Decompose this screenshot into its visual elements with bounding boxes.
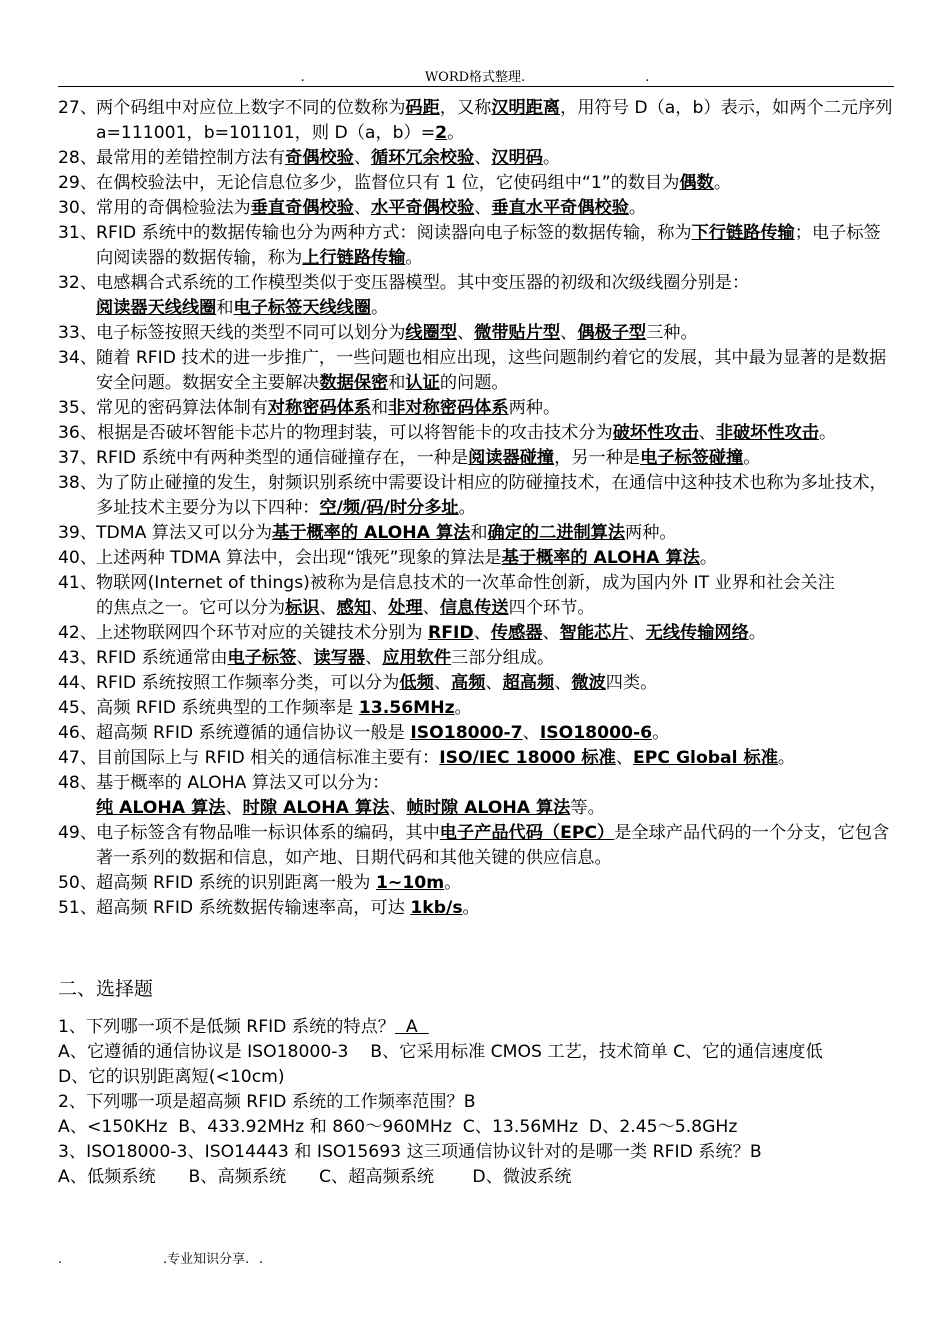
question-text: 、 xyxy=(225,798,243,818)
answer-text: ISO18000-7 xyxy=(410,723,523,743)
question-text: ；电子标签向阅读器的数据传输，称为 xyxy=(96,223,881,268)
question-item xyxy=(58,896,894,921)
question-text: RFID 系统中有两种类型的通信碰撞存在，一种是 xyxy=(96,448,469,468)
answer-text: 垂直奇偶校验 xyxy=(250,198,354,218)
question-text: 三种。 xyxy=(646,323,698,343)
question-text: 。 xyxy=(699,548,718,568)
answer-text: 奇偶校验 xyxy=(285,148,354,168)
question-number: 45、 xyxy=(58,698,98,718)
question-text: 常用的奇偶检验法为 xyxy=(96,198,251,218)
question-text: 。 xyxy=(652,723,670,743)
answer-text: 空/频/码/时分多址 xyxy=(319,498,459,518)
answer-text: 破坏性攻击 xyxy=(612,423,699,443)
question-number: 44、 xyxy=(58,673,98,693)
answer-text: 信息传送 xyxy=(439,598,509,618)
answer-text: 电子产品代码（EPC） xyxy=(439,823,615,843)
question-number: 27、 xyxy=(58,98,98,118)
question-number: 43、 xyxy=(58,648,98,668)
question-number: 31、 xyxy=(58,223,98,243)
question-text: 。 xyxy=(462,898,480,918)
question-text: 上述两种 TDMA 算法中，会出现“饿死”现象的算法是 xyxy=(96,548,502,568)
answer-text: 对称密码体系 xyxy=(267,398,372,418)
question-text: 、 xyxy=(389,798,407,818)
question-number: 38、 xyxy=(58,473,98,493)
question-text: 和 xyxy=(216,298,234,318)
question-text: 。 xyxy=(748,623,766,643)
question-text: 、 xyxy=(560,323,578,343)
answer-text: 传感器 xyxy=(490,623,543,643)
question-text: 两个码组中对应位上数字不同的位数称为 xyxy=(96,98,406,118)
question-text: 、 xyxy=(353,198,372,218)
question-text: 超高频 RFID 系统数据传输速率高，可达 xyxy=(96,898,411,918)
answer-text: 基于概率的 ALOHA 算法 xyxy=(272,523,471,543)
question-text: 、 xyxy=(474,198,492,218)
choice-options: A、它遵循的通信协议是 ISO18000-3 B、它采用标准 CMOS 工艺，技术简单 C、它的通信速度低 D、它的识别距离短(<10cm) xyxy=(58,1042,900,1087)
question-item xyxy=(58,546,894,571)
header-left-dot: . xyxy=(300,70,305,85)
question-text: 超高频 RFID 系统遵循的通信协议一般是 xyxy=(96,723,411,743)
question-text: 物联网(Internet of things)被称为是信息技术的一次革命性创新，成为国内外 IT 业界和社会关注 xyxy=(96,573,835,593)
question-text: 、 xyxy=(296,648,314,668)
question-item xyxy=(58,146,894,171)
question-text: 、 xyxy=(698,423,716,443)
page-header xyxy=(0,66,950,85)
question-text: 四个环节。 xyxy=(508,598,595,618)
question-text: 、 xyxy=(319,598,337,618)
answer-text: 应用软件 xyxy=(382,648,452,668)
question-text: 电感耦合式系统的工作模型类似于变压器模型。其中变压器的初级和次级线圈分别是： xyxy=(96,273,750,293)
question-number: 50、 xyxy=(58,873,98,893)
question-number: 48、 xyxy=(58,773,98,793)
question-text: 、 xyxy=(522,723,540,743)
question-item xyxy=(58,446,894,471)
question-item xyxy=(58,621,894,646)
answer-text: 下行链路传输 xyxy=(691,223,795,243)
question-number: 35、 xyxy=(58,398,98,418)
answer-text: 线圈型 xyxy=(405,323,457,343)
question-text: 和 xyxy=(470,523,488,543)
answer-text: 标识 xyxy=(285,598,320,618)
answer-text: EPC Global 标准 xyxy=(633,748,778,768)
question-number: 41、 xyxy=(58,573,98,593)
question-text: 超高频 RFID 系统的识别距离一般为 xyxy=(96,873,376,893)
question-item xyxy=(58,821,894,871)
question-text: ，用符号 D（a，b）表示，如两个二元序列 a=111001，b=101101，则 D（a，b）= xyxy=(96,98,893,143)
question-text: 随着 RFID 技术的进一步推广，一些问题也相应出现，这些问题制约着它的发展，其中最为显著的是数据安全问题。数据安全主要解决 xyxy=(96,348,887,393)
choice-options: A、低频系统 B、高频系统 C、超高频系统 D、微波系统 xyxy=(58,1167,572,1187)
choice-question xyxy=(58,1090,894,1115)
question-number: 40、 xyxy=(58,548,98,568)
answer-text: 偶极子型 xyxy=(577,323,647,343)
question-text: 高频 RFID 系统典型的工作频率是 xyxy=(96,698,359,718)
question-text: 。 xyxy=(405,248,423,268)
answer-text: 垂直水平奇偶校验 xyxy=(491,198,629,218)
question-number: 32、 xyxy=(58,273,98,293)
answer-text: 汉明距离 xyxy=(491,98,561,118)
answer-text: RFID xyxy=(428,623,474,643)
question-text: 。 xyxy=(542,148,561,168)
question-text: 、 xyxy=(365,648,383,668)
question-text: 。 xyxy=(371,298,389,318)
question-item xyxy=(58,771,894,821)
question-number: 37、 xyxy=(58,448,98,468)
question-item xyxy=(58,871,894,896)
answer-text: 基于概率的 ALOHA 算法 xyxy=(501,548,700,568)
question-text: 。 xyxy=(458,498,476,518)
answer-text: 高频 xyxy=(451,673,486,693)
question-text: 的问题。 xyxy=(439,373,509,393)
question-text: 、 xyxy=(371,598,389,618)
question-text: 为了防止碰撞的发生，射频识别系统中需要设计相应的防碰撞技术，在通信中这种技术也称为多址技术，多址技术主要分为以下四种： xyxy=(96,473,887,518)
answer-text: 微波 xyxy=(571,673,606,693)
question-text: 、 xyxy=(628,623,646,643)
question-text: TDMA 算法又可以分为 xyxy=(96,523,273,543)
question-number: 46、 xyxy=(58,723,98,743)
question-text: 两种。 xyxy=(508,398,561,418)
answer-text: 时隙 ALOHA 算法 xyxy=(242,798,390,818)
question-text: 和 xyxy=(371,398,389,418)
question-text: 等。 xyxy=(570,798,605,818)
choice-question-list xyxy=(58,1015,900,1190)
question-item xyxy=(58,696,894,721)
question-text: 。 xyxy=(447,123,465,143)
question-number: 39、 xyxy=(58,523,98,543)
answer-text: 1~10m xyxy=(375,873,445,893)
answer-text: 帧时隙 ALOHA 算法 xyxy=(406,798,571,818)
question-text: 、 xyxy=(615,748,634,768)
header-rule xyxy=(58,86,894,87)
answer-text: 电子标签 xyxy=(227,648,297,668)
question-text: 和 xyxy=(388,373,406,393)
choice-options: A、<150KHz B、433.92MHz 和 860～960MHz C、13.56MHz D、2.45～5.8GHz xyxy=(58,1117,738,1137)
question-item xyxy=(58,471,894,521)
question-number: 30、 xyxy=(58,198,98,218)
question-text: 四类。 xyxy=(605,673,658,693)
answer-text: 上行链路传输 xyxy=(302,248,406,268)
answer-text: 非对称密码体系 xyxy=(388,398,509,418)
question-text: 基于概率的 ALOHA 算法又可以分为： xyxy=(96,773,390,793)
question-item xyxy=(58,321,894,346)
question-text: 电子标签按照天线的类型不同可以划分为 xyxy=(96,323,406,343)
question-text: RFID 系统通常由 xyxy=(96,648,228,668)
question-text: 、 xyxy=(474,148,492,168)
answer-text: 电子标签天线线圈 xyxy=(233,298,372,318)
answer-text: 码距 xyxy=(405,98,440,118)
answer-text: 确定的二进制算法 xyxy=(487,523,626,543)
question-text: 最常用的差错控制方法有 xyxy=(96,148,286,168)
choice-question-text: 1、下列哪一项不是低频 RFID 系统的特点？ xyxy=(58,1017,395,1037)
answer-text: 非破坏性攻击 xyxy=(715,423,819,443)
question-number: 42、 xyxy=(58,623,98,643)
answer-text: 认证 xyxy=(405,373,440,393)
question-number: 29、 xyxy=(58,173,98,193)
answer-text: 2 xyxy=(435,123,448,143)
question-item xyxy=(58,746,894,771)
answer-text: 循环冗余校验 xyxy=(371,148,475,168)
question-item xyxy=(58,196,894,221)
question-item xyxy=(58,171,894,196)
question-text: 电子标签含有物品唯一标识体系的编码，其中 xyxy=(96,823,440,843)
answer-text: 感知 xyxy=(336,598,372,618)
question-text: 、 xyxy=(433,673,452,693)
question-text: 根据是否破坏智能卡芯片的物理封装，可以将智能卡的攻击技术分为 xyxy=(97,423,613,443)
answer-text: ISO/IEC 18000 标准 xyxy=(439,748,616,768)
question-text: 目前国际上与 RFID 相关的通信标准主要有： xyxy=(96,748,440,768)
question-text: 。 xyxy=(743,448,761,468)
question-text: 、 xyxy=(456,323,475,343)
question-text: 上述物联网四个环节对应的关键技术分别为 xyxy=(96,623,429,643)
question-number: 51、 xyxy=(58,898,98,918)
section-title: 二、选择题 xyxy=(58,978,154,1000)
choice-answer: A xyxy=(395,1017,429,1037)
answer-text: 13.56MHz xyxy=(358,698,455,718)
question-text: 。 xyxy=(628,198,647,218)
question-text: 、 xyxy=(554,673,572,693)
question-text: 两种。 xyxy=(625,523,677,543)
question-text: RFID 系统按照工作频率分类，可以分为 xyxy=(96,673,400,693)
question-text: 。 xyxy=(777,748,796,768)
question-item xyxy=(58,646,894,671)
choice-question-text: 3、ISO18000-3、ISO14443 和 ISO15693 这三项通信协议针对的是哪一类 RFID 系统？B xyxy=(58,1142,762,1162)
question-number: 49、 xyxy=(58,823,98,843)
answer-text: 纯 ALOHA 算法 xyxy=(96,798,226,818)
choice-question xyxy=(58,1015,894,1040)
question-text: 、 xyxy=(485,673,503,693)
question-item xyxy=(58,396,894,421)
choice-question xyxy=(58,1140,894,1165)
answer-text: 阅读器天线线圈 xyxy=(96,298,217,318)
question-text: 是全球产品代码的一个分支，它包含著一系列的数据和信息，如产地、日期代码和其他关键的供应信息。 xyxy=(96,823,890,868)
answer-text: 微带贴片型 xyxy=(474,323,561,343)
question-number: 33、 xyxy=(58,323,98,343)
question-item xyxy=(58,96,894,146)
answer-text: 偶数 xyxy=(679,173,714,193)
answer-text: ISO18000-6 xyxy=(539,723,653,743)
question-text: 的焦点之一。它可以分为 xyxy=(96,598,286,618)
question-text: 、 xyxy=(422,598,440,618)
question-text: 三部分组成。 xyxy=(451,648,555,668)
answer-text: 读写器 xyxy=(313,648,366,668)
question-text: 、 xyxy=(473,623,491,643)
answer-text: 智能芯片 xyxy=(559,623,629,643)
question-item xyxy=(58,571,894,621)
question-item xyxy=(58,271,894,321)
footer-dot-right: . xyxy=(259,1252,264,1267)
question-number: 28、 xyxy=(58,148,98,168)
fill-in-question-list xyxy=(58,96,894,921)
question-item xyxy=(58,421,894,446)
answer-text: 1kb/s xyxy=(410,898,463,918)
question-item xyxy=(58,221,894,271)
question-number: 47、 xyxy=(58,748,98,768)
question-text: 。 xyxy=(444,873,462,893)
question-number: 36、 xyxy=(58,423,98,443)
question-text: 常见的密码算法体制有 xyxy=(96,398,268,418)
question-item xyxy=(58,721,894,746)
question-text: 、 xyxy=(542,623,560,643)
question-text: 。 xyxy=(713,173,732,193)
question-item xyxy=(58,521,894,546)
document-body xyxy=(58,96,900,1190)
question-text: 。 xyxy=(819,423,837,443)
answer-text: 汉明码 xyxy=(491,148,543,168)
page-footer xyxy=(58,1248,263,1267)
answer-text: 数据保密 xyxy=(319,373,389,393)
question-text: RFID 系统中的数据传输也分为两种方式：阅读器向电子标签的数据传输，称为 xyxy=(96,223,692,243)
question-item xyxy=(58,346,894,396)
question-text: 在偶校验法中，无论信息位多少，监督位只有 1 位，它使码组中“1”的数目为 xyxy=(96,173,680,193)
choice-question-text: 2、下列哪一项是超高频 RFID 系统的工作频率范围？B xyxy=(58,1092,476,1112)
header-right-dot: . xyxy=(645,70,650,85)
question-item xyxy=(58,671,894,696)
question-text: 、 xyxy=(353,148,372,168)
answer-text: 超高频 xyxy=(502,673,555,693)
answer-text: 处理 xyxy=(388,598,423,618)
answer-text: 电子标签碰撞 xyxy=(640,448,744,468)
footer-dot-left: . xyxy=(58,1252,63,1267)
question-text: 。 xyxy=(454,698,472,718)
question-number: 34、 xyxy=(58,348,98,368)
question-text: ，另一种是 xyxy=(554,448,641,468)
answer-text: 无线传输网络 xyxy=(645,623,749,643)
answer-text: 水平奇偶校验 xyxy=(371,198,475,218)
header-title: WORD格式整理. xyxy=(424,70,526,85)
question-text: ，又称 xyxy=(439,98,492,118)
footer-text: .专业知识分享. xyxy=(163,1252,250,1267)
answer-text: 低频 xyxy=(399,673,434,693)
answer-text: 阅读器碰撞 xyxy=(468,448,555,468)
